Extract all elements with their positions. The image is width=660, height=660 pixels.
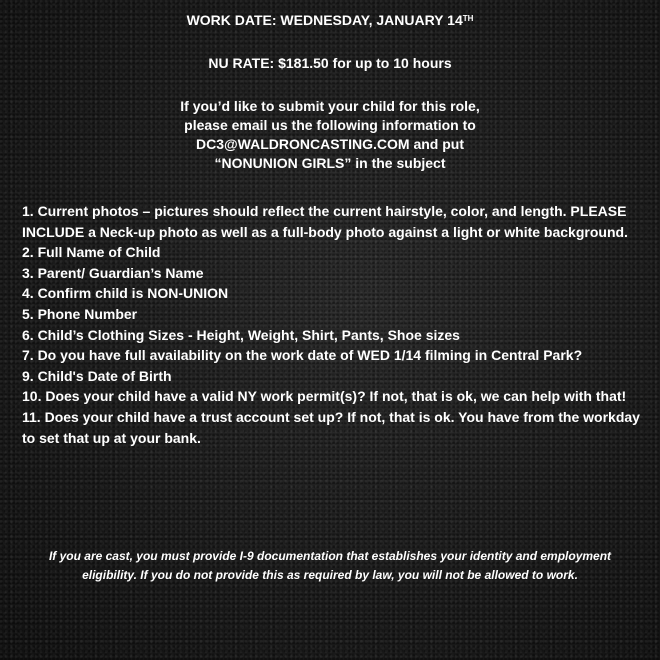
requirement-item: 5. Phone Number	[22, 305, 138, 322]
requirement-item: 3. Parent/ Guardian’s Name	[22, 264, 204, 281]
i9-disclaimer: If you are cast, you must provide I-9 documentation that establishes your identity and employment eligibility. If you do not provide this as required by law, you will not be allowed to work.	[48, 549, 612, 582]
submission-line: If you’d like to submit your child for this role,	[180, 98, 480, 114]
requirement-item: 4. Confirm child is NON-UNION	[22, 285, 229, 302]
requirements-list	[22, 201, 642, 448]
requirement-item: 2. Full Name of Child	[22, 244, 161, 261]
submission-email-line: DC3@WALDRONCASTING.COM and put	[196, 136, 464, 152]
requirement-item: 10. Does your child have a valid NY work permit(s)? If not, that is ok, we can help with that!	[22, 388, 627, 405]
requirement-item: 7. Do you have full availability on the work date of WED 1/14 filming in Central Park?	[22, 347, 583, 364]
work-date-ordinal: TH	[462, 14, 474, 23]
nu-rate-line: NU RATE: $181.50 for up to 10 hours	[208, 55, 452, 71]
submission-line: please email us the following information to	[184, 117, 476, 133]
requirement-item: 11. Does your child have a trust account set up? If not, that is ok. You have from the workday to set that up at your bank.	[22, 408, 640, 446]
requirement-item: 1. Current photos – pictures should reflect the current hairstyle, color, and length. PLEASE INCLUDE a Neck-up photo as well as a full-body photo against a light or white background.	[22, 203, 628, 240]
requirement-item: 9. Child's Date of Birth	[22, 367, 172, 384]
requirement-item: 6. Child’s Clothing Sizes - Height, Weight, Shirt, Pants, Shoe sizes	[22, 326, 460, 343]
submission-instructions	[0, 97, 660, 173]
work-date-text: WORK DATE: WEDNESDAY, JANUARY 14	[186, 12, 463, 28]
submission-subject-line: “NONUNION GIRLS” in the subject	[214, 155, 446, 171]
work-date-heading	[0, 11, 660, 30]
